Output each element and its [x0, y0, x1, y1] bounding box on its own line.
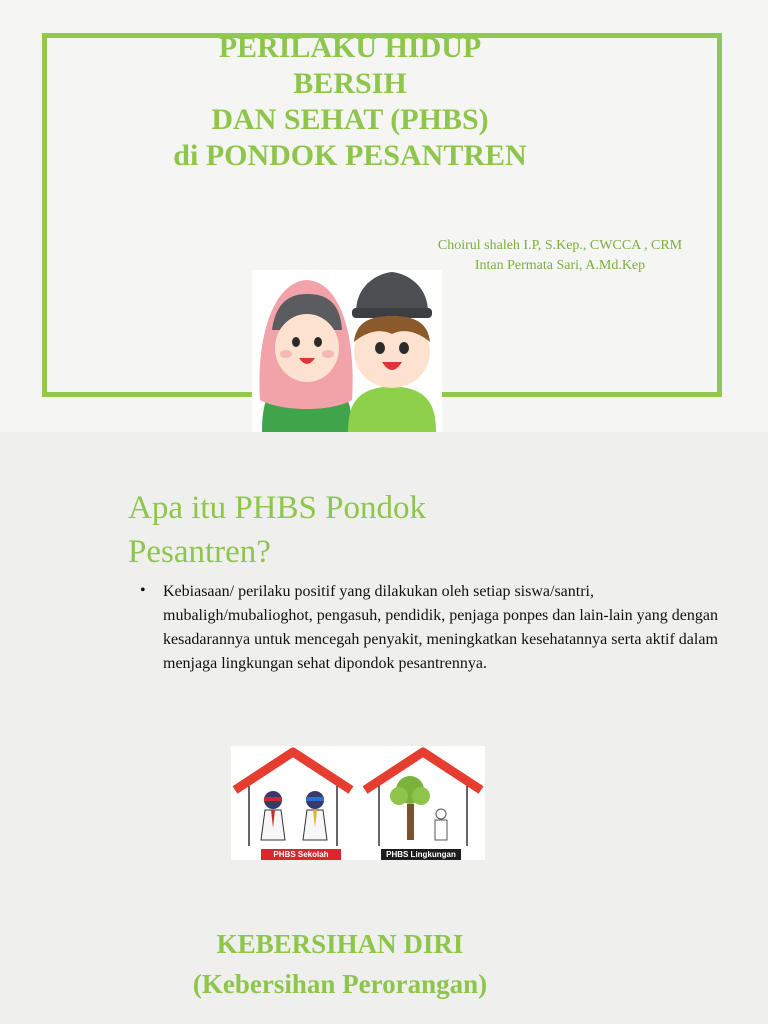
slide-heading	[128, 486, 426, 574]
caption-phbs-lingkungan: PHBS Lingkungan	[386, 850, 456, 859]
title-line: (Kebersihan Perorangan)	[192, 969, 488, 999]
title-line: DAN SEHAT (PHBS)	[211, 103, 489, 136]
bullet-marker: •	[140, 582, 146, 599]
slide-title	[100, 30, 600, 174]
title-slide	[0, 0, 768, 432]
heading-line: Pesantren?	[128, 534, 271, 570]
title-line: di PONDOK PESANTREN	[173, 139, 527, 172]
title-line: BERSIH	[293, 67, 407, 100]
slide3-title	[0, 924, 680, 1004]
houses-illustration	[231, 746, 485, 860]
title-line: PERILAKU HIDUP	[218, 31, 482, 64]
kids-icon	[252, 270, 442, 432]
bullet-text: Kebiasaan/ perilaku positif yang dilakukan oleh setiap siswa/santri, mubaligh/mubalioghot, pengasuh, pendidik, penjaga ponpes dan lain-lain yang dengan kesadarannya untuk mencegah penyakit, meningkatkan kesehatannya serta aktif dalam menjaga lingkungan sehat dipondok pesantrennya.	[163, 583, 718, 672]
author-line: Intan Permata Sari, A.Md.Kep	[474, 258, 646, 273]
house-icon	[365, 752, 481, 846]
author-line: Choirul shaleh I.P, S.Kep., CWCCA , CRM	[437, 238, 683, 253]
heading-line: Apa itu PHBS Pondok	[128, 490, 426, 526]
title-line: KEBERSIHAN DIRI	[216, 929, 464, 959]
caption-phbs-sekolah: PHBS Sekolah	[273, 850, 329, 859]
house-icon	[235, 752, 351, 846]
